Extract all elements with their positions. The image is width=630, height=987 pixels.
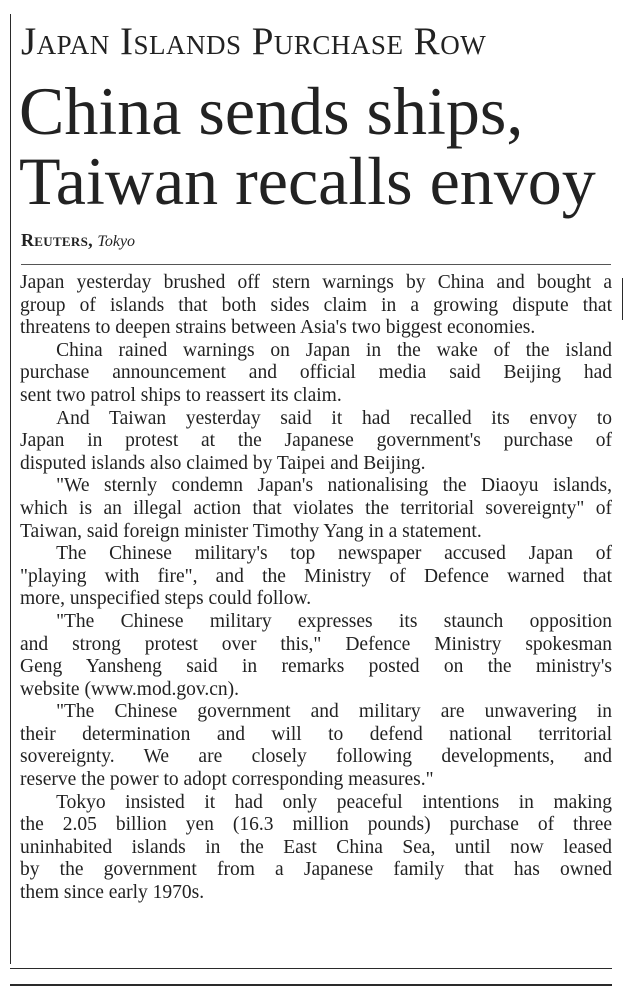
bottom-rule <box>10 968 612 969</box>
article-line: disputed islands also claimed by Taipei and Beijing. <box>20 452 426 474</box>
article-line: reserve the power to adopt corresponding measures." <box>20 769 434 791</box>
article-paragraph <box>20 340 612 408</box>
headline <box>19 73 619 219</box>
article-line: and strong protest over this," Defence Ministry spokesman <box>20 633 612 655</box>
article-line: "The Chinese military expresses its staunch opposition <box>56 610 612 632</box>
article-line: China rained warnings on Japan in the wake of the island <box>56 339 612 361</box>
article-paragraph <box>20 701 612 791</box>
article-paragraph <box>20 611 612 701</box>
article-paragraph <box>20 272 612 340</box>
headline-line-1: China sends ships, <box>19 73 524 149</box>
article-line: "playing with fire", and the Ministry of Defence warned that <box>20 565 612 587</box>
article-line: "We sternly condemn Japan's nationalising the Diaoyu islands, <box>56 475 612 497</box>
article-line: The Chinese military's top newspaper accused Japan of <box>56 543 612 565</box>
article-paragraph <box>20 475 612 543</box>
article-line: sovereignty. We are closely following developments, and <box>20 746 612 768</box>
article-line: the 2.05 billion yen (16.3 million pounds) purchase of three <box>20 814 612 836</box>
article-body <box>20 272 612 905</box>
headline-line-2: Taiwan recalls envoy <box>19 143 596 219</box>
article-line: sent two patrol ships to reassert its claim. <box>20 384 342 406</box>
article-line: Japan yesterday brushed off stern warnings by China and bought a <box>20 272 612 293</box>
article-line: uninhabited islands in the East China Sea, until now leased <box>20 836 612 858</box>
byline-city: Tokyo <box>97 233 136 250</box>
bottom-rule-thick <box>10 984 612 986</box>
article-line: "The Chinese government and military are unwavering in <box>56 701 612 723</box>
article-line: which is an illegal action that violates the territorial sovereignty" of <box>20 497 612 519</box>
byline <box>21 230 135 251</box>
article-line: their determination and will to defend national territorial <box>20 723 612 745</box>
article-paragraph <box>20 543 612 611</box>
article-line: group of islands that both sides claim in a growing dispute that <box>20 294 612 316</box>
kicker-heading: Japan Islands Purchase Row <box>21 20 487 63</box>
column-rule-left <box>10 14 11 964</box>
article-line: Taiwan, said foreign minister Timothy Yang in a statement. <box>20 520 482 542</box>
article-line: And Taiwan yesterday said it had recalled its envoy to <box>56 407 612 429</box>
article-line: Japan in protest at the Japanese government's purchase of <box>20 430 612 452</box>
article-paragraph <box>20 792 612 905</box>
article-line: Tokyo insisted it had only peaceful intentions in making <box>56 791 612 813</box>
article-line: threatens to deepen strains between Asia's two biggest economies. <box>20 317 536 339</box>
article-line: purchase announcement and official media said Beijing had <box>20 362 612 384</box>
article-line: more, unspecified steps could follow. <box>20 588 312 610</box>
article-line: them since early 1970s. <box>20 882 205 904</box>
article-line: by the government from a Japanese family that has owned <box>20 859 612 881</box>
byline-divider <box>21 264 611 265</box>
column-rule-right <box>622 278 623 320</box>
byline-agency: Reuters, <box>21 230 93 250</box>
article-line: Geng Yansheng said in remarks posted on the ministry's <box>20 656 612 678</box>
article-line: website (www.mod.gov.cn). <box>20 678 239 700</box>
article-paragraph <box>20 408 612 476</box>
